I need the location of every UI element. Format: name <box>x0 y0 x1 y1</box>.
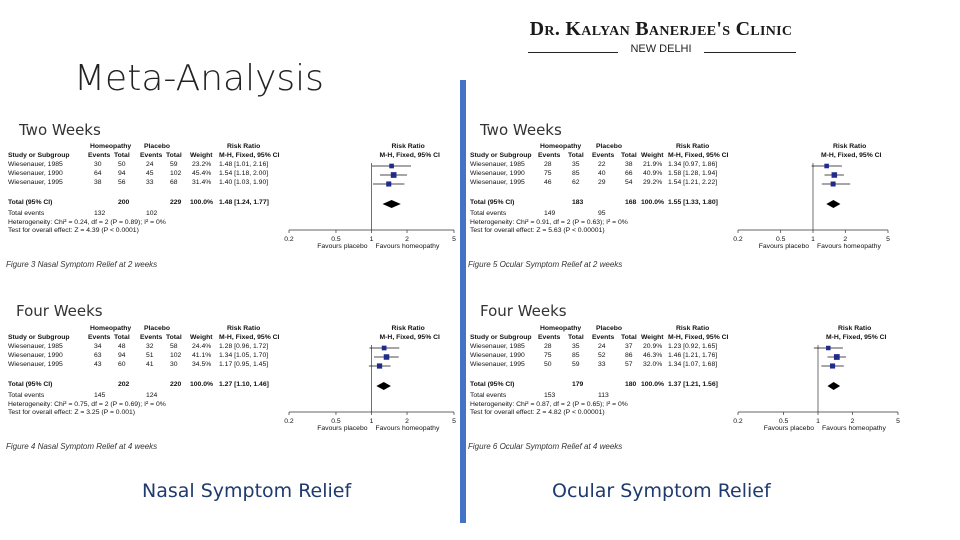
header-weight: Weight <box>641 334 664 341</box>
study-name: Wiesenauer, 1995 <box>8 179 63 186</box>
study-events-placebo: 33 <box>598 361 606 368</box>
x-tick-label: 0.2 <box>733 418 743 425</box>
header-group-placebo: Placebo <box>144 325 171 332</box>
header-events-placebo: Events <box>140 152 163 159</box>
study-weight: 24.4% <box>192 343 212 350</box>
header-weight: Weight <box>190 334 213 341</box>
study-name: Wiesenauer, 1995 <box>470 361 525 368</box>
header-study: Study or Subgroup <box>470 334 532 341</box>
x-tick-label: 5 <box>452 418 456 425</box>
study-point-marker <box>384 354 390 360</box>
study-events-homeopathy: 75 <box>544 170 552 177</box>
header-risk-ratio: Risk Ratio <box>227 143 261 150</box>
heterogeneity-text: Heterogeneity: Chi² = 0.91, df = 2 (P = 0.63); I² = 0% <box>470 219 628 226</box>
study-weight: 41.1% <box>192 352 212 359</box>
header-total-placebo: Total <box>621 334 637 341</box>
clinic-logo <box>520 18 802 70</box>
study-events-placebo: 29 <box>598 179 606 186</box>
header-events-homeopathy: Events <box>88 152 111 159</box>
study-name: Wiesenauer, 1985 <box>8 343 63 350</box>
forest-plot-ocular-4-weeks <box>468 324 918 464</box>
study-weight: 20.9% <box>643 343 663 350</box>
section-label-two-weeks-ocular: Two Weeks <box>480 121 562 139</box>
header-method: M-H, Fixed, 95% CI <box>668 334 729 341</box>
header-method: M-H, Fixed, 95% CI <box>219 334 280 341</box>
study-events-homeopathy: 38 <box>94 179 102 186</box>
header-group-placebo: Placebo <box>144 143 171 150</box>
total-risk-ratio-ci: 1.48 [1.24, 1.77] <box>219 199 269 206</box>
axis-label-favours-placebo: Favours placebo <box>758 243 809 250</box>
figure-caption: Figure 5 Ocular Symptom Relief at 2 weeks <box>468 260 623 269</box>
study-name: Wiesenauer, 1990 <box>8 170 63 177</box>
column-divider <box>460 80 466 523</box>
overall-effect-text: Test for overall effect: Z = 5.63 (P < 0.00001) <box>470 227 605 234</box>
figure-caption: Figure 3 Nasal Symptom Relief at 2 weeks <box>6 260 158 269</box>
total-weight: 100.0% <box>641 199 665 206</box>
header-group-homeopathy: Homeopathy <box>90 143 132 150</box>
header-group-placebo: Placebo <box>596 325 623 332</box>
study-point-marker <box>826 346 831 351</box>
study-total-placebo: 37 <box>625 343 633 350</box>
x-tick-label: 5 <box>896 418 900 425</box>
total-events-homeopathy: 149 <box>544 210 556 217</box>
forest-plot-nasal-4-weeks <box>6 324 456 464</box>
x-tick-label: 0.2 <box>284 236 294 243</box>
total-risk-ratio-ci: 1.55 [1.33, 1.80] <box>668 199 718 206</box>
study-name: Wiesenauer, 1995 <box>470 179 525 186</box>
study-total-homeopathy: 48 <box>118 343 126 350</box>
study-point-marker <box>830 363 835 368</box>
overall-effect-text: Test for overall effect: Z = 3.25 (P = 0.001) <box>8 409 136 416</box>
axis-label-favours-homeopathy: Favours homeopathy <box>375 425 440 432</box>
study-point-marker <box>386 181 391 186</box>
study-total-placebo: 86 <box>625 352 633 359</box>
study-risk-ratio-ci: 1.23 [0.92, 1.65] <box>668 343 718 350</box>
overall-effect-text: Test for overall effect: Z = 4.39 (P < 0.0001) <box>8 227 139 234</box>
total-diamond <box>376 382 391 390</box>
study-events-homeopathy: 50 <box>544 361 552 368</box>
header-group-homeopathy: Homeopathy <box>540 143 582 150</box>
header-method-plot: M-H, Fixed, 95% CI <box>826 334 887 341</box>
study-events-placebo: 45 <box>146 170 154 177</box>
total-n-placebo: 168 <box>625 199 637 206</box>
total-risk-ratio-ci: 1.37 [1.21, 1.56] <box>668 381 718 388</box>
study-point-marker <box>391 172 397 178</box>
study-point-marker <box>834 354 840 360</box>
header-risk-ratio-plot: Risk Ratio <box>833 143 867 150</box>
x-tick-label: 5 <box>886 236 890 243</box>
header-method-plot: M-H, Fixed, 95% CI <box>379 334 440 341</box>
study-total-homeopathy: 94 <box>118 170 126 177</box>
study-point-marker <box>382 346 387 351</box>
header-events-placebo: Events <box>592 152 615 159</box>
study-events-homeopathy: 28 <box>544 161 552 168</box>
total-diamond <box>827 382 840 390</box>
study-weight: 46.3% <box>643 352 663 359</box>
total-weight: 100.0% <box>190 199 214 206</box>
study-events-placebo: 33 <box>146 179 154 186</box>
x-tick-label: 2 <box>850 418 855 425</box>
study-name: Wiesenauer, 1990 <box>8 352 63 359</box>
header-method: M-H, Fixed, 95% CI <box>219 152 280 159</box>
study-events-placebo: 41 <box>146 361 154 368</box>
study-weight: 31.4% <box>192 179 212 186</box>
section-label-four-weeks-nasal: Four Weeks <box>16 302 103 320</box>
header-total-placebo: Total <box>166 334 182 341</box>
header-events-placebo: Events <box>140 334 163 341</box>
total-events-placebo: 113 <box>598 392 609 399</box>
total-weight: 100.0% <box>641 381 665 388</box>
study-total-homeopathy: 85 <box>572 170 580 177</box>
study-total-homeopathy: 35 <box>572 161 580 168</box>
study-total-homeopathy: 56 <box>118 179 126 186</box>
logo-rule-right <box>704 52 796 53</box>
study-weight: 45.4% <box>192 170 212 177</box>
study-risk-ratio-ci: 1.34 [1.05, 1.70] <box>219 352 269 359</box>
study-total-placebo: 102 <box>170 352 182 359</box>
study-risk-ratio-ci: 1.17 [0.95, 1.45] <box>219 361 269 368</box>
header-total-homeopathy: Total <box>568 152 584 159</box>
forest-plot-graphic <box>6 142 456 282</box>
study-name: Wiesenauer, 1990 <box>470 352 525 359</box>
study-name: Wiesenauer, 1985 <box>8 161 63 168</box>
total-n-placebo: 220 <box>170 381 182 388</box>
axis-label-favours-homeopathy: Favours homeopathy <box>822 425 886 432</box>
total-n-placebo: 229 <box>170 199 182 206</box>
total-events-label: Total events <box>8 392 45 399</box>
forest-plot-graphic <box>468 142 918 282</box>
forest-plot-ocular-2-weeks <box>468 142 918 282</box>
total-diamond <box>826 200 840 208</box>
section-label-four-weeks-ocular: Four Weeks <box>480 302 567 320</box>
study-point-marker <box>831 182 836 187</box>
figure-caption: Figure 6 Ocular Symptom Relief at 4 weeks <box>468 442 623 451</box>
total-events-label: Total events <box>8 210 45 217</box>
study-total-placebo: 59 <box>170 161 178 168</box>
header-risk-ratio: Risk Ratio <box>676 143 710 150</box>
study-risk-ratio-ci: 1.28 [0.96, 1.72] <box>219 343 269 350</box>
study-total-homeopathy: 60 <box>118 361 126 368</box>
study-total-homeopathy: 35 <box>572 343 580 350</box>
study-risk-ratio-ci: 1.46 [1.21, 1.76] <box>668 352 718 359</box>
study-events-homeopathy: 43 <box>94 361 102 368</box>
study-events-placebo: 40 <box>598 170 606 177</box>
axis-label-favours-homeopathy: Favours homeopathy <box>375 243 440 250</box>
header-risk-ratio-plot: Risk Ratio <box>391 325 425 332</box>
x-tick-label: 2 <box>843 236 848 243</box>
study-risk-ratio-ci: 1.34 [1.07, 1.68] <box>668 361 718 368</box>
clinic-name: Dr. Kalyan Banerjee's Clinic <box>529 18 793 40</box>
forest-plot-graphic <box>468 324 918 464</box>
axis-label-favours-placebo: Favours placebo <box>317 425 368 432</box>
header-total-homeopathy: Total <box>568 334 584 341</box>
study-events-homeopathy: 46 <box>544 179 552 186</box>
study-name: Wiesenauer, 1985 <box>470 343 525 350</box>
header-weight: Weight <box>641 152 664 159</box>
study-events-placebo: 24 <box>598 343 606 350</box>
study-weight: 29.2% <box>643 179 663 186</box>
header-events-homeopathy: Events <box>88 334 111 341</box>
study-name: Wiesenauer, 1990 <box>470 170 525 177</box>
header-group-homeopathy: Homeopathy <box>540 325 582 332</box>
x-tick-label: 2 <box>405 236 409 243</box>
heterogeneity-text: Heterogeneity: Chi² = 0.24, df = 2 (P = 0.89); I² = 0% <box>8 219 166 226</box>
study-total-homeopathy: 62 <box>572 179 580 186</box>
x-tick-label: 0.5 <box>331 418 341 425</box>
total-label: Total (95% CI) <box>470 381 515 388</box>
total-label: Total (95% CI) <box>8 381 53 388</box>
header-events-homeopathy: Events <box>538 152 561 159</box>
study-events-homeopathy: 63 <box>94 352 102 359</box>
x-tick-label: 5 <box>452 236 456 243</box>
study-events-placebo: 24 <box>146 161 154 168</box>
x-tick-label: 1 <box>369 236 374 243</box>
study-risk-ratio-ci: 1.34 [0.97, 1.86] <box>668 161 718 168</box>
header-total-placebo: Total <box>621 152 637 159</box>
forest-plot-graphic <box>6 324 456 464</box>
study-weight: 40.9% <box>643 170 663 177</box>
study-weight: 32.0% <box>643 361 663 368</box>
section-label-two-weeks-nasal: Two Weeks <box>19 121 101 139</box>
study-events-homeopathy: 64 <box>94 170 102 177</box>
x-tick-label: 0.5 <box>778 418 789 425</box>
study-point-marker <box>377 363 382 368</box>
x-tick-label: 1 <box>816 418 820 425</box>
header-group-homeopathy: Homeopathy <box>90 325 132 332</box>
header-risk-ratio: Risk Ratio <box>676 325 710 332</box>
total-events-homeopathy: 132 <box>94 210 106 217</box>
total-events-label: Total events <box>470 392 507 399</box>
study-total-placebo: 102 <box>170 170 182 177</box>
study-total-homeopathy: 50 <box>118 161 126 168</box>
header-method-plot: M-H, Fixed, 95% CI <box>821 152 882 159</box>
study-total-placebo: 58 <box>170 343 178 350</box>
study-events-homeopathy: 28 <box>544 343 552 350</box>
study-total-homeopathy: 94 <box>118 352 126 359</box>
x-tick-label: 1 <box>811 236 815 243</box>
header-risk-ratio-plot: Risk Ratio <box>838 325 872 332</box>
total-n-homeopathy: 202 <box>118 381 130 388</box>
study-events-placebo: 32 <box>146 343 154 350</box>
study-weight: 23.2% <box>192 161 212 168</box>
study-risk-ratio-ci: 1.48 [1.01, 2.16] <box>219 161 269 168</box>
forest-plot-nasal-2-weeks <box>6 142 456 282</box>
header-risk-ratio-plot: Risk Ratio <box>391 143 425 150</box>
heterogeneity-text: Heterogeneity: Chi² = 0.75, df = 2 (P = 0.69); I² = 0% <box>8 401 166 408</box>
study-total-placebo: 30 <box>170 361 178 368</box>
total-weight: 100.0% <box>190 381 214 388</box>
study-events-placebo: 22 <box>598 161 606 168</box>
x-tick-label: 0.5 <box>331 236 341 243</box>
study-total-placebo: 57 <box>625 361 633 368</box>
study-total-homeopathy: 59 <box>572 361 580 368</box>
x-tick-label: 0.5 <box>775 236 786 243</box>
study-point-marker <box>832 172 838 178</box>
overall-effect-text: Test for overall effect: Z = 4.82 (P < 0.00001) <box>470 409 605 416</box>
total-n-homeopathy: 183 <box>572 199 584 206</box>
study-events-homeopathy: 34 <box>94 343 102 350</box>
total-label: Total (95% CI) <box>470 199 515 206</box>
total-diamond <box>383 200 401 208</box>
study-point-marker <box>824 164 829 169</box>
x-tick-label: 0.2 <box>284 418 294 425</box>
header-study: Study or Subgroup <box>8 334 70 341</box>
total-n-placebo: 180 <box>625 381 637 388</box>
caption-nasal-symptom-relief: Nasal Symptom Relief <box>142 480 352 502</box>
study-total-placebo: 54 <box>625 179 633 186</box>
study-name: Wiesenauer, 1995 <box>8 361 63 368</box>
total-events-placebo: 102 <box>146 210 158 217</box>
header-total-placebo: Total <box>166 152 182 159</box>
header-weight: Weight <box>190 152 213 159</box>
study-risk-ratio-ci: 1.54 [1.21, 2.22] <box>668 179 718 186</box>
figure-caption: Figure 4 Nasal Symptom Relief at 4 weeks <box>6 442 158 451</box>
header-events-homeopathy: Events <box>538 334 561 341</box>
header-group-placebo: Placebo <box>596 143 623 150</box>
study-name: Wiesenauer, 1985 <box>470 161 525 168</box>
study-events-homeopathy: 30 <box>94 161 102 168</box>
study-events-placebo: 51 <box>146 352 154 359</box>
study-risk-ratio-ci: 1.40 [1.03, 1.90] <box>219 179 269 186</box>
axis-label-favours-placebo: Favours placebo <box>763 425 814 432</box>
total-events-homeopathy: 153 <box>544 392 556 399</box>
header-study: Study or Subgroup <box>8 152 70 159</box>
study-events-placebo: 52 <box>598 352 606 359</box>
header-method-plot: M-H, Fixed, 95% CI <box>379 152 440 159</box>
x-tick-label: 1 <box>369 418 374 425</box>
heterogeneity-text: Heterogeneity: Chi² = 0.87, df = 2 (P = 0.65); I² = 0% <box>470 401 628 408</box>
header-events-placebo: Events <box>592 334 615 341</box>
study-total-placebo: 68 <box>170 179 178 186</box>
total-events-placebo: 95 <box>598 210 606 217</box>
study-total-placebo: 66 <box>625 170 633 177</box>
clinic-location: NEW DELHI <box>630 43 692 55</box>
study-risk-ratio-ci: 1.54 [1.18, 2.00] <box>219 170 269 177</box>
study-weight: 21.9% <box>643 161 663 168</box>
axis-label-favours-placebo: Favours placebo <box>317 243 368 250</box>
header-method: M-H, Fixed, 95% CI <box>668 152 729 159</box>
header-risk-ratio: Risk Ratio <box>227 325 261 332</box>
study-risk-ratio-ci: 1.58 [1.28, 1.94] <box>668 170 718 177</box>
study-weight: 34.5% <box>192 361 212 368</box>
x-tick-label: 2 <box>405 418 409 425</box>
caption-ocular-symptom-relief: Ocular Symptom Relief <box>552 480 771 502</box>
total-events-label: Total events <box>470 210 507 217</box>
study-total-homeopathy: 85 <box>572 352 580 359</box>
axis-label-favours-homeopathy: Favours homeopathy <box>817 243 881 250</box>
logo-rule-left <box>528 52 618 53</box>
study-point-marker <box>389 164 394 169</box>
x-tick-label: 0.2 <box>733 236 743 243</box>
total-events-homeopathy: 145 <box>94 392 106 399</box>
page-title: Meta-Analysis <box>74 58 324 99</box>
study-events-homeopathy: 75 <box>544 352 552 359</box>
total-n-homeopathy: 200 <box>118 199 130 206</box>
total-events-placebo: 124 <box>146 392 158 399</box>
header-study: Study or Subgroup <box>470 152 532 159</box>
total-risk-ratio-ci: 1.27 [1.10, 1.46] <box>219 381 269 388</box>
study-total-placebo: 38 <box>625 161 633 168</box>
total-n-homeopathy: 179 <box>572 381 584 388</box>
total-label: Total (95% CI) <box>8 199 53 206</box>
header-total-homeopathy: Total <box>114 152 130 159</box>
header-total-homeopathy: Total <box>114 334 130 341</box>
